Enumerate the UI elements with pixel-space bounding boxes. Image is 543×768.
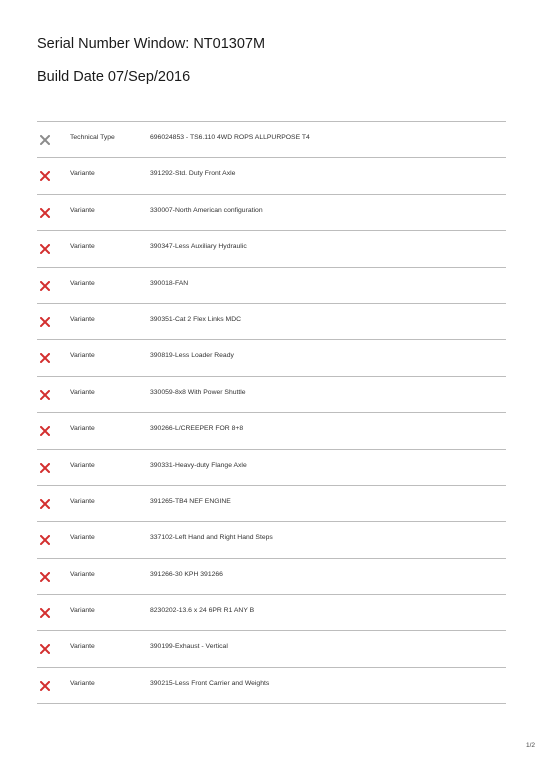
table-row: [37, 304, 506, 340]
red-cross-icon: [40, 390, 50, 400]
table-row: [37, 486, 506, 522]
row-description: 391265-TB4 NEF ENGINE: [150, 497, 231, 505]
row-type: Variante: [70, 607, 95, 615]
page-number: 1/2: [525, 742, 535, 749]
row-type: Variante: [70, 243, 95, 251]
table-row: [37, 595, 506, 631]
red-cross-icon: [40, 608, 50, 618]
table-row: [37, 377, 506, 413]
row-description: 390199-Exhaust - Vertical: [150, 643, 228, 651]
row-type: Variante: [70, 206, 95, 214]
row-type: Variante: [70, 534, 95, 542]
table-row: [37, 522, 506, 558]
row-type: Variante: [70, 643, 95, 651]
red-cross-icon: [40, 171, 50, 181]
row-type: Technical Type: [70, 134, 115, 141]
row-description: 390331-Heavy-duty Flange Axle: [150, 461, 247, 469]
table-row: [37, 231, 506, 267]
red-cross-icon: [40, 535, 50, 545]
table-row: [37, 268, 506, 304]
red-cross-icon: [40, 317, 50, 327]
row-description: 391266-30 KPH 391266: [150, 570, 223, 578]
red-cross-icon: [40, 463, 50, 473]
red-cross-icon: [40, 572, 50, 582]
row-type: Variante: [70, 461, 95, 469]
red-cross-icon: [40, 244, 50, 254]
red-cross-icon: [40, 681, 50, 691]
row-type: Variante: [70, 279, 95, 287]
row-type: Variante: [70, 388, 95, 396]
gray-cross-icon: [40, 135, 50, 145]
row-description: 8230202-13.6 x 24 6PR R1 ANY B: [150, 607, 255, 615]
red-cross-icon: [40, 644, 50, 654]
table-row: [37, 668, 506, 704]
row-description: 696024853 - TS6.110 4WD ROPS ALLPURPOSE T4: [150, 134, 310, 141]
row-description: 390351-Cat 2 Flex Links MDC: [150, 315, 242, 323]
red-cross-icon: [40, 353, 50, 363]
red-cross-icon: [40, 499, 50, 509]
table-row: [37, 450, 506, 486]
row-description: 390266-L/CREEPER FOR 8+8: [150, 425, 244, 433]
row-description: 330007-North American configuration: [150, 206, 263, 214]
row-description: 390018-FAN: [150, 279, 189, 287]
row-description: 390215-Less Front Carrier and Weights: [150, 679, 270, 687]
red-cross-icon: [40, 208, 50, 218]
row-description: 330059-8x8 With Power Shuttle: [150, 388, 246, 396]
page-title: Serial Number Window: NT01307M: [37, 36, 266, 52]
variant-table: [37, 121, 506, 704]
table-row: [37, 340, 506, 376]
row-description: 391292-Std. Duty Front Axle: [150, 170, 236, 178]
table-row: [37, 122, 506, 158]
row-description: 390819-Less Loader Ready: [150, 352, 234, 360]
table-row: [37, 631, 506, 667]
table-row: [37, 158, 506, 194]
red-cross-icon: [40, 426, 50, 436]
row-type: Variante: [70, 352, 95, 360]
row-type: Variante: [70, 570, 95, 578]
table-row: [37, 413, 506, 449]
row-type: Variante: [70, 679, 95, 687]
row-type: Variante: [70, 425, 95, 433]
row-type: Variante: [70, 497, 95, 505]
table-row: [37, 195, 506, 231]
red-cross-icon: [40, 281, 50, 291]
row-description: 337102-Left Hand and Right Hand Steps: [150, 534, 273, 542]
table-row: [37, 559, 506, 595]
row-type: Variante: [70, 315, 95, 323]
row-type: Variante: [70, 170, 95, 178]
build-date: Build Date 07/Sep/2016: [37, 69, 191, 85]
row-description: 390347-Less Auxiliary Hydraulic: [150, 243, 247, 251]
